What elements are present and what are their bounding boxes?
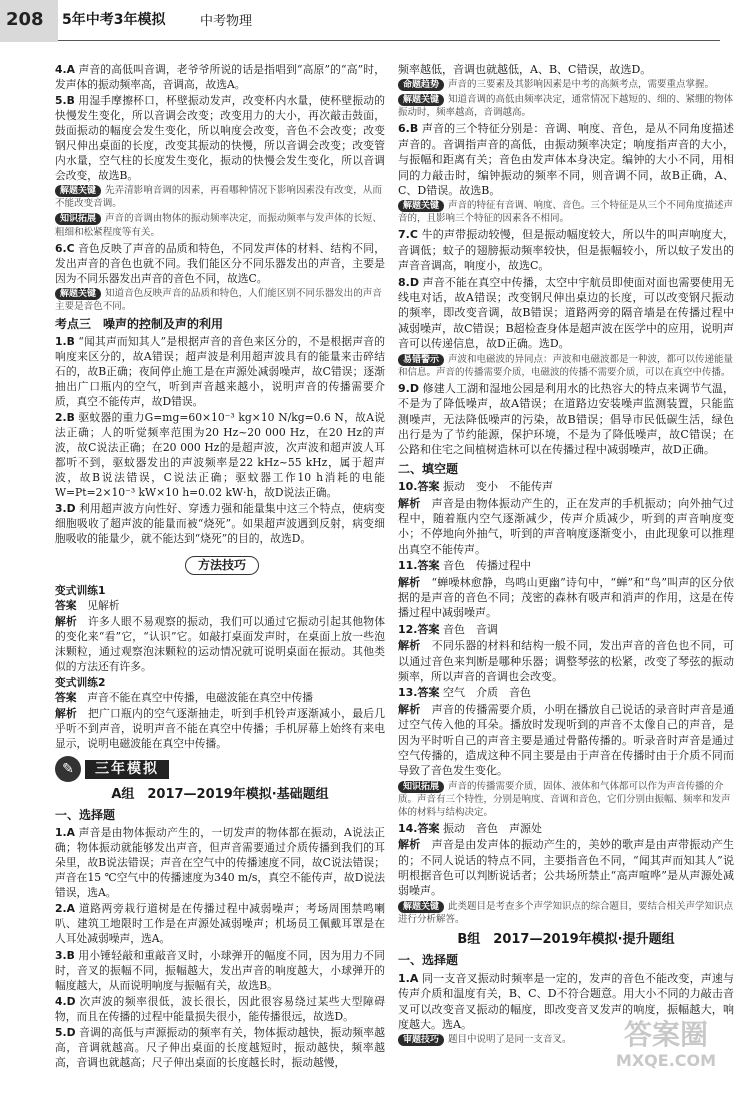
qa-text: 见解析 <box>87 598 120 612</box>
answer-item <box>398 558 734 573</box>
item-text: 音色 传播过程中 <box>443 559 531 573</box>
owl-icon: ✎ <box>55 756 81 782</box>
item-text: 音调的高低与声源振动的频率有关，物体振动越快，振动频率越高，音调就越高。尺子伸出桌面的长度越短时，振动越快，频率越高，音调也就越高；尺子伸出桌面的长度越长时，振动越慢， <box>55 1025 385 1069</box>
item-number: 10.答案 <box>398 480 440 494</box>
book-title: 5年中考3年模拟 <box>62 12 166 28</box>
item-number: 2.B <box>55 411 75 425</box>
item-text: “闻其声而知其人”是根据声音的音色来区分的，不是根据声音的响度来区分的，故A错误；超声波是利用超声波具有的能量来击碎结石的，故B正确；夜间停止施工是在声源处减弱噪声，故C错误；逐渐抽出广口瓶内的空气，听到声音越来越小，说明声音的传播需要介质，真空不能传声，故D错误。 <box>55 334 385 409</box>
answer-item <box>55 62 385 92</box>
note-tag: 解题关键 <box>398 94 444 106</box>
answer-item <box>55 410 385 500</box>
item-text: 频率越低，音调也就越低，A、B、C错误，故选D。 <box>398 63 652 76</box>
left-column <box>55 62 385 1071</box>
page-header <box>0 0 750 42</box>
note-text: 知道音调的高低由频率决定，通常情况下越短的、细的、紧绷的物体振动时，频率越高，音调越高。 <box>398 94 734 119</box>
item-number: 11.答案 <box>398 559 440 573</box>
answer-item <box>398 381 734 458</box>
qa-item <box>55 614 385 674</box>
answer-item <box>398 685 734 700</box>
watermark-top: 答案圈 <box>623 1018 708 1051</box>
note-tag: 知识拓展 <box>55 213 101 225</box>
item-text: 空气 介质 音色 <box>443 686 531 700</box>
item-text: 音色 音调 <box>443 622 498 636</box>
qa-text: 把广口瓶内的空气逐渐抽走，听到手机铃声逐渐减小，最后几乎听不到声音，说明声音不能在真空中传播；手机屏幕上始终有来电显示，说明电磁波能在真空中传播。 <box>55 706 385 751</box>
exercise-label: 变式训练1 <box>55 583 106 597</box>
qa-label: 解析 <box>398 496 421 510</box>
note-block <box>398 93 734 119</box>
note-text: 知道音色反映声音的品质和特色，人们能区别不同乐器发出的声音主要是音色不同。 <box>55 287 382 312</box>
qa-text: 声音不能在真空中传播，电磁波能在真空中传播 <box>87 690 314 704</box>
book-subject: 中考物理 <box>200 14 253 29</box>
item-text: 振动 音色 声源处 <box>443 821 542 835</box>
item-number: 13.答案 <box>398 686 440 700</box>
note-text: 声音的音调由物体的振动频率决定，而振动频率与发声体的长短、粗细和松紧程度等有关。 <box>55 213 382 238</box>
answer-item <box>55 241 385 286</box>
qa-item <box>55 598 385 613</box>
item-number: 12.答案 <box>398 622 440 636</box>
item-number: 8.D <box>398 275 419 289</box>
section-heading: 一、选择题 <box>398 953 459 968</box>
note-text: 先弄清影响音调的因素，再看哪种情况下影响因素没有改变，从而不能改变音调。 <box>55 185 382 210</box>
qa-item <box>398 496 734 558</box>
note-text: 声波和电磁波的异同点：声波和电磁波都是一种波，都可以传递能量和信息。声音的传播需要介质，电磁波的传播不需要介质，可以在真空中传播。 <box>398 353 734 378</box>
note-tag: 审题技巧 <box>398 1034 444 1046</box>
banner-label: 三年模拟 <box>85 760 169 779</box>
note-block <box>55 287 385 313</box>
note-text: 题目中说明了是同一支音叉。 <box>448 1034 572 1046</box>
answer-item <box>55 994 385 1024</box>
note-tag: 命题趋势 <box>398 79 444 91</box>
right-column <box>398 62 734 1048</box>
answer-item <box>398 227 734 273</box>
note-tag: 解题关键 <box>55 288 101 300</box>
item-text: 声音不能在真空中传播，太空中宇航员即使面对面也需要使用无线电对话，故A错误；改变钢尺伸出桌边的长度，可以改变钢尺振动的频率，即改变音调，故B错误；道路两旁的隔音墙是在传播过程中减弱噪声，故C错误；B超检查身体是超声波在医学中的应用，说明声音可以传递信息，故D正确。选D。 <box>398 275 734 351</box>
qa-text: 不同乐器的材料和结构一般不同，发出声音的音色也不同，可以通过音色来判断是哪种乐器；调整琴弦的松紧，改变了琴弦的振动频率，所以声音的音调也会改变。 <box>398 639 735 683</box>
item-text: 道路两旁栽行道树是在传播过程中减弱噪声；考场周围禁鸣喇叭、建筑工地限时工作是在声源处减弱噪声；机场员工佩戴耳罩是在人耳处减弱噪声，选A。 <box>55 902 385 946</box>
item-text: 声音是由物体振动产生的，一切发声的物体都在振动，A说法正确；物体振动就能够发出声音，但声音需要通过介质传播到我们的耳朵里，故B说法错误；声音在空气中的传播速度不同，故C说法错误；声音在15 ℃空气中的传播速度为340 m/s，真空不能传声，故D说法错误，选A。 <box>55 826 386 900</box>
answer-item <box>55 948 385 993</box>
answer-item <box>398 821 734 836</box>
qa-label: 解析 <box>398 639 421 653</box>
note-block <box>398 780 734 819</box>
item-number: 7.C <box>398 228 418 242</box>
item-text: 声音的三个特征分别是：音调、响度、音色，是从不同角度描述声音的。音调指声音的高低，由振动频率决定；响度指声音的大小，与振幅和距离有关；音色由发声体本身决定。编钟的大小不同，用相同的力敲击时，编钟振动的频率不同，则音调不同，故B正确，A、C、D错误。故选B。 <box>398 122 735 198</box>
section-heading: 一、选择题 <box>55 808 116 823</box>
qa-text: 声音是由发声体的振动产生的，美妙的歌声是由声带振动产生的；不同人说话的特点不同，主要指音色不同，“闻其声而知其人”说明根据音色可以判断说话者；公共场所禁止“高声喧哗”是从声源处减弱噪声。 <box>398 838 735 898</box>
item-number: 6.B <box>398 122 419 136</box>
group-title: B组 2017—2019年模拟·提升题组 <box>457 931 675 947</box>
qa-text: 许多人眼不易观察的振动，我们可以通过它振动引起其他物体的变化来“看”它，“认识”它。如敲打桌面发声时，在桌面上放一些泡沫颗粒，通过观察泡沫颗粒的运动情况就可说明桌面在振动。其他类似的方法还有许多。 <box>55 614 385 673</box>
item-number: 1.A <box>398 971 419 985</box>
item-text: 驱蚊器的重力G=mg=60×10⁻³ kg×10 N/kg=0.6 N，故A说法正确；人的听觉频率范围为20 Hz~20 000 Hz，在20 Hz的声波，故C说法正确；在20 000 Hz的是超声波，次声波和超声波人耳都听不到，驱蚊器发出的声波频率是22 kHz~55 kHz，属于超声波，故B说法错误，C说法正确；驱蚊器工作10 h消耗的电能W=Pt=2×10⁻³ kW×10 h=0.02 kW·h，故D说法正确。 <box>55 411 385 500</box>
note-tag: 解题关键 <box>398 200 444 212</box>
item-text: 修建人工湖和湿地公园是利用水的比热容大的特点来调节气温，不是为了降低噪声，故A错误；在道路边安装噪声监测装置，只能监测噪声，无法降低噪声的污染，故B错误；倡导市民低碳生活，绿色出行是为了节约能源，保护环境，不是为了降低噪声，故C错误；在公路和住宅之间植树造林可以在传播过程中减弱噪声，故D正确。 <box>398 381 734 457</box>
item-number: 5.B <box>55 94 75 108</box>
watermark-bottom: MXQE.COM <box>615 1051 717 1070</box>
note-block <box>398 78 734 91</box>
item-text: 同一支音叉振动时频率是一定的，发声的音色不能改变，声速与传声介质和温度有关，B、C、D不符合题意。用大小不同的力敲击音叉可以改变音叉振动的幅度，即改变音叉发声的响度，振幅越大，响度越大。选A。 <box>398 971 735 1031</box>
answer-item <box>55 901 385 946</box>
note-text: 声音的特征有音调、响度、音色。三个特征是从三个不同角度描述声音的，且影响三个特征的因素各不相同。 <box>398 200 734 225</box>
note-block <box>55 212 385 238</box>
item-text: 振动 变小 不能传声 <box>443 480 553 494</box>
answer-item <box>55 1025 385 1070</box>
answer-item <box>398 479 734 494</box>
qa-label: 解析 <box>398 838 421 852</box>
section-heading: 考点三 噪声的控制及声的利用 <box>55 316 224 331</box>
qa-item <box>398 575 734 621</box>
item-number: 3.D <box>55 502 76 516</box>
item-text: 音色反映了声音的品质和特色，不同发声体的材料、结构不同，发出声音的音色也就不同。我们能区分不同乐器发出的声音，主要是因为不同乐器发出声音的音色不同，故选C。 <box>55 241 385 285</box>
note-tag: 知识拓展 <box>398 781 444 793</box>
answer-item <box>55 93 385 183</box>
qa-label: 答案 <box>55 690 77 704</box>
item-number: 1.B <box>55 334 75 348</box>
answer-item <box>398 121 734 198</box>
item-text: 声音的高低叫音调，老爷爷所说的话是指唱到“高原”的“高”时，发声体的振动频率高，音调高，故选A。 <box>55 63 385 92</box>
method-box-wrap <box>55 548 385 583</box>
note-block <box>398 199 734 225</box>
item-number: 1.A <box>55 826 75 840</box>
header-rule <box>58 40 720 41</box>
qa-label: 解析 <box>55 614 78 628</box>
qa-text: 声音是由物体振动产生的，正在发声的手机振动；向外抽气过程中，随着瓶内空气逐渐减少，传声介质减少，听到的声音响度变小；不停地向外抽气，听到的声音响度逐渐变小，由此现象可以推理出真空不能传声。 <box>398 496 735 556</box>
item-number: 6.C <box>55 241 75 255</box>
item-text: 用小锤轻敲和重敲音叉时，小球弹开的幅度不同，因为用力不同时，音叉的振幅不同，振幅越大，发出声音的响度越大，小球弹开的幅度越大，从而说明响度与振幅有关，故选B。 <box>55 948 385 992</box>
qa-label: 答案 <box>55 598 77 612</box>
qa-text: 声音的传播需要介质，小明在播放自己说话的录音时声音是通过空气传入他的耳朵。播放时发现听到的声音不太像自己的声音，是因为平时听自己的声音主要是通过骨骼传播的。听录音时声音是通过空气传播的，造成这种不同主要是由于声音在传播时由于介质不同而导致了音色发生变化。 <box>398 702 735 778</box>
item-text: 牛的声带振动较慢，但是振动幅度较大，所以牛的叫声响度大，音调低；蚊子的翅膀振动频率较快，但是振幅较小，所以蚊子发出的声音音调高，响度小，故选C。 <box>398 228 735 273</box>
note-block <box>398 353 734 379</box>
qa-label: 解析 <box>398 702 421 716</box>
answer-item <box>398 62 734 77</box>
item-number: 5.D <box>55 1025 76 1039</box>
qa-label: 解析 <box>398 575 421 589</box>
item-text: 用湿手摩擦杯口，杯壁振动发声，改变杯内水量，使杯壁振动的快慢发生变化，所以音调会改变；改变用力的大小，再次敲击鼓面，鼓面振动的幅度会发生变化，所以响度会改变，音色不会改变；改变钢尺伸出桌面的长度，改变其振动的快慢，所以音调会改变；改变管内水量，空气柱的长度发生变化，振动的快慢会发生变化，所以音调会改变，故选B。 <box>55 94 385 183</box>
note-text: 此类题目是考查多个声学知识点的综合题目，要结合相关声学知识点进行分析解答。 <box>398 900 734 925</box>
item-text: 利用超声波方向性好、穿透力强和能量集中这三个特点，使病变细胞吸收了超声波的能量而被“烧死”。如果超声波遇到反射，病变细胞吸收的能量少，就不能达到“烧死”的目的，故选D。 <box>55 502 385 546</box>
note-block <box>398 900 734 926</box>
answer-item <box>398 622 734 637</box>
watermark-logo <box>596 1019 736 1079</box>
note-tag: 解题关键 <box>398 901 444 913</box>
section-heading: 二、填空题 <box>398 461 459 476</box>
note-text: 声音的传播需要介质，固体、液体和气体都可以作为声音传播的介质。声音有三个特性，分别是响度、音调和音色，它们分别由振幅、频率和发声体的材料与结构决定。 <box>398 780 731 818</box>
answer-item <box>398 275 734 352</box>
note-block <box>55 184 385 210</box>
three-year-banner <box>55 757 385 781</box>
qa-item <box>398 638 734 684</box>
item-number: 4.D <box>55 994 76 1008</box>
qa-item <box>398 702 734 779</box>
qa-label: 解析 <box>55 706 78 720</box>
note-text: 声音的三要素及其影响因素是中考的高频考点，需要重点掌握。 <box>448 79 715 91</box>
answer-item <box>55 825 385 900</box>
qa-item <box>55 690 385 705</box>
group-title: A组 2017—2019年模拟·基础题组 <box>111 787 329 803</box>
page-number: 208 <box>6 9 44 30</box>
note-tag: 解题关键 <box>55 185 101 197</box>
item-number: 3.B <box>55 948 75 962</box>
item-number: 14.答案 <box>398 821 440 835</box>
answer-item <box>55 334 385 409</box>
method-box: 方法技巧 <box>185 556 259 575</box>
note-tag: 易错警示 <box>398 354 444 366</box>
exercise-label: 变式训练2 <box>55 675 106 689</box>
item-number: 9.D <box>398 381 419 395</box>
item-text: 次声波的频率很低，波长很长，因此很容易绕过某些大型障碍物，而且在传播的过程中能量损失很小，能传播很远，故选D。 <box>55 994 385 1023</box>
qa-item <box>398 837 734 899</box>
answer-item <box>55 501 385 546</box>
item-number: 2.A <box>55 902 75 916</box>
item-number: 4.A <box>55 63 75 76</box>
qa-item <box>55 706 385 751</box>
qa-text: “蝉噪林愈静，鸟鸣山更幽”诗句中，“蝉”和“鸟”叫声的区分依据的是声音的音色不同；茂密的森林有吸声和消声的作用，这是在传播过程中减弱噪声。 <box>398 575 734 620</box>
